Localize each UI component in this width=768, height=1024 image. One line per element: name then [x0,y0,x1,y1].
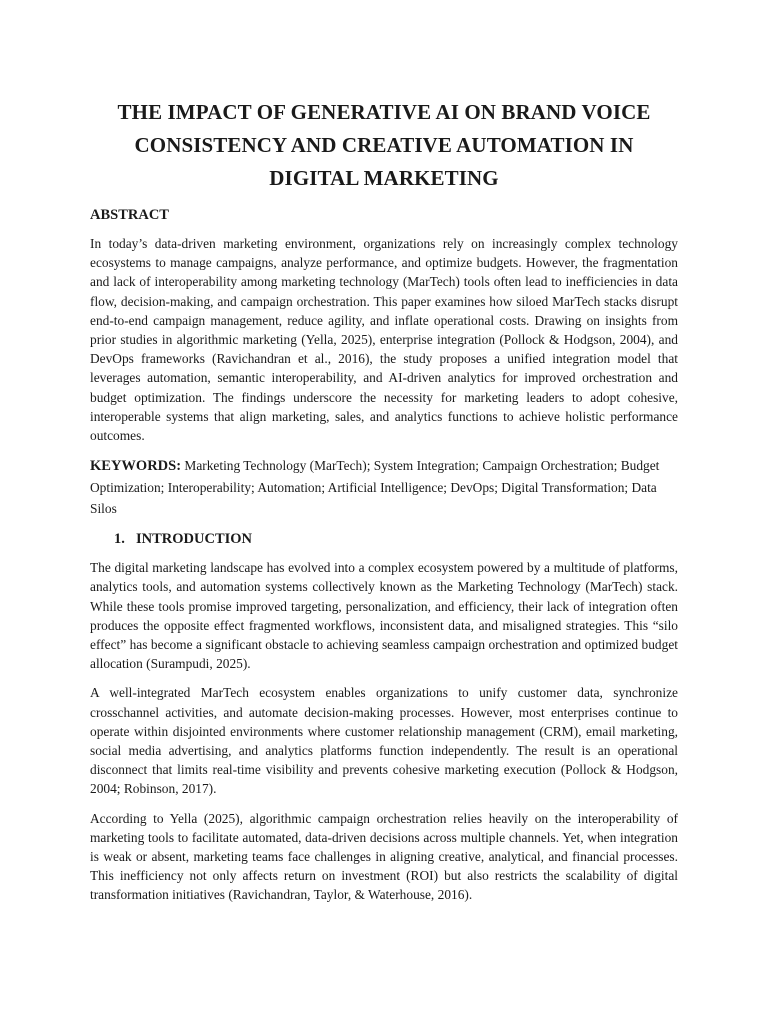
section-number: 1. [114,531,125,548]
keywords-label: KEYWORDS: [90,458,182,475]
paper-title [90,96,678,195]
intro-paragraph-2: A well-integrated MarTech ecosystem enables organizations to unify customer data, synchronize crosschannel activities, and automate decision-making processes. However, most enterprises continue to operate within disjointed environments where customer relationship management (CRM), email marketing, social media advertising, and analytics platforms function independently. The result is an operational disconnect that limits real-time visibility and prevents cohesive marketing execution (Pollock & Hodgson, 2004; Robinson, 2017). [90,685,678,797]
abstract-text: In today’s data-driven marketing environment, organizations rely on increasingly complex technology ecosystems to manage campaigns, analyze performance, and optimize budgets. However, the fragmentation and lack of interoperability among marketing technology (MarTech) tools often lead to inefficiencies in data flow, decision-making, and campaign orchestration. This paper examines how siloed MarTech stacks disrupt end-to-end campaign management, reduce agility, and inflate operational costs. Drawing on insights from prior studies in algorithmic marketing (Yella, 2025), enterprise integration (Pollock & Hodgson, 2004), and DevOps frameworks (Ravichandran et al., 2016), the study proposes a unified integration model that leverages automation, semantic interoperability, and AI-driven analytics for improved orchestration and budget optimization. The findings underscore the necessity for marketing leaders to adopt cohesive, interoperable systems that align marketing, sales, and analytics functions to achieve holistic performance outcomes. [90,236,678,444]
title-line-3: DIGITAL MARKETING [269,166,499,190]
title-line-1: THE IMPACT OF GENERATIVE AI ON BRAND VOICE [117,100,651,124]
abstract-heading: ABSTRACT [90,207,169,223]
keywords [90,455,678,519]
introduction-heading [114,529,678,549]
title-line-2: CONSISTENCY AND CREATIVE AUTOMATION IN [134,133,634,157]
intro-paragraph-1: The digital marketing landscape has evolved into a complex ecosystem powered by a multitude of platforms, analytics tools, and automation systems collectively known as the Marketing Technology (MarTech) stack. While these tools promise improved targeting, personalization, and efficiency, their lack of integration often produces the opposite effect fragmented workflows, inconsistent data, and misaligned strategies. This “silo effect” has become a significant obstacle to achieving seamless campaign orchestration and optimized budget allocation (Surampudi, 2025). [90,560,678,672]
section-title: INTRODUCTION [136,531,253,548]
paper-page [90,96,678,915]
keywords-text: Marketing Technology (MarTech); System Integration; Campaign Orchestration; Budget Optimization; Interoperability; Automation; Artificial Intelligence; DevOps; Digital Transformation; Data Silos [90,458,660,517]
intro-paragraph-3: According to Yella (2025), algorithmic campaign orchestration relies heavily on the interoperability of marketing tools to facilitate automated, data-driven decisions across multiple channels. Yet, when integration is weak or absent, marketing teams face challenges in aligning creative, analytical, and financial processes. This inefficiency not only affects return on investment (ROI) but also restricts the scalability of digital transformation initiatives (Ravichandran, Taylor, & Waterhouse, 2016). [90,810,678,903]
